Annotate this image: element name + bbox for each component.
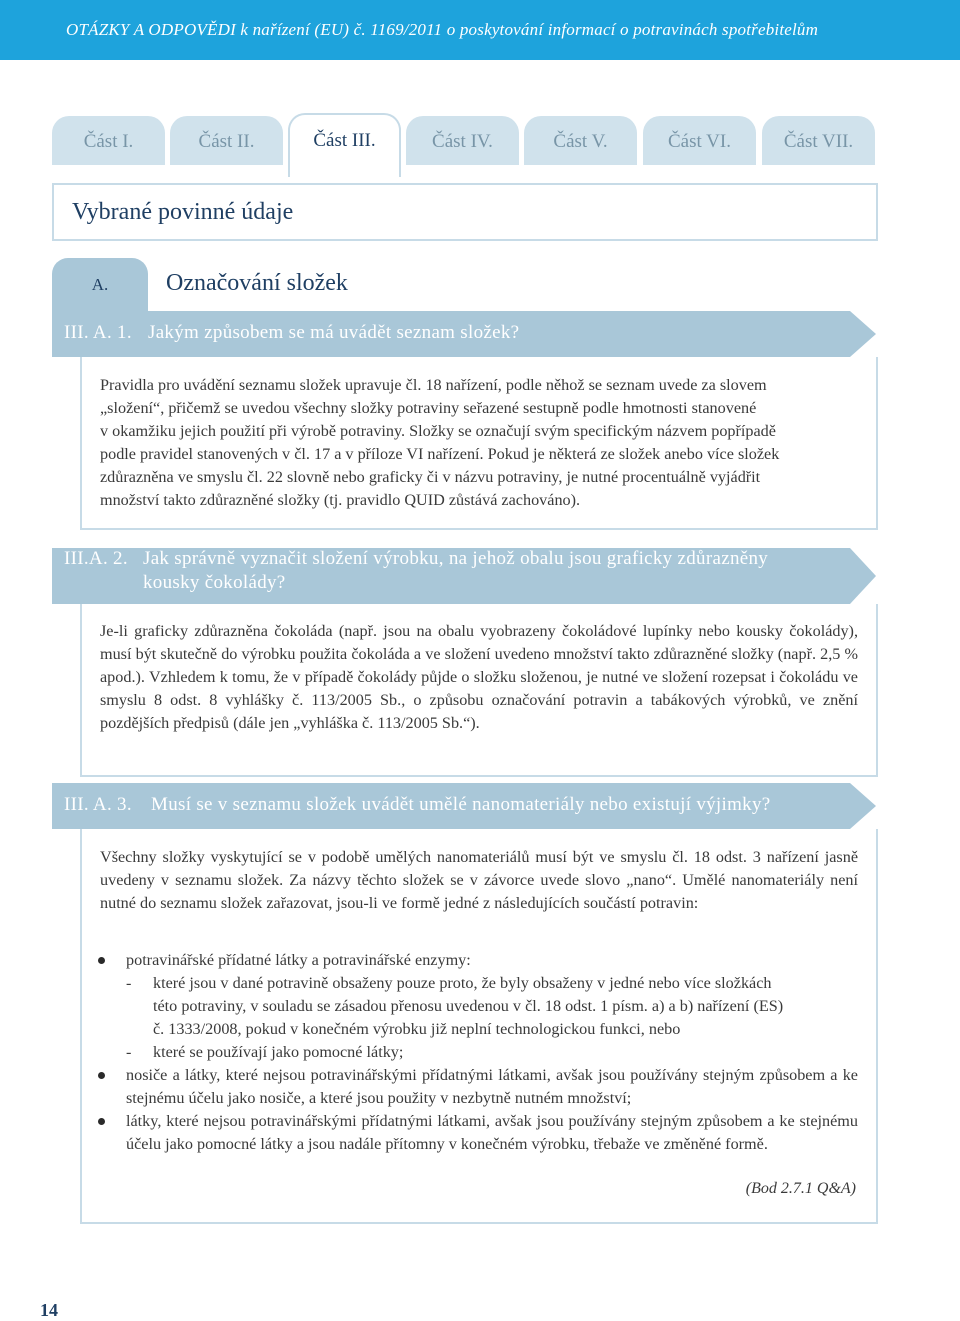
list-item-text: látky, které nejsou potravinářskými přídatnými látkami, avšak jsou používány stejným způsobem a ke stejnému účelu jako pomocné látky a jsou nadále přítomny v konečném výrobku, třebaže ve změněné formě. [126,1112,858,1153]
answer-2: Je-li graficky zdůrazněna čokoláda (např. jsou na obalu vyobrazeny čokoládové lupínky nebo kousky čokolády), musí být skutečně do výrobku použita čokoláda a ve složení uvedeno množství takto zdůrazněné složky (např. 2,5 % apod.). Vzhledem k tomu, že v případě čokolády půjde o složku složenou, je nutné ve složení rozepsat i čokoládu ve smyslu 8 odst. 8 vyhlášky č. 113/2005 Sb., o způsobu označování potravin a tabákových výrobků, ve znění pozdějších předpisů (dále jen „vyhláška č. 113/2005 Sb.“). [100,622,858,732]
answer-1-line: „složení“, přičemž se uvedou všechny složky potraviny seřazené sestupně podle hmotnosti stanovené [100,399,757,417]
dash-item [100,1041,858,1064]
page-number: 14 [40,1300,58,1320]
question-1-number: III. A. 1. [64,322,132,343]
tab-part-1[interactable]: Část I. [52,116,165,165]
question-2-text-line1: Jak správně vyznačit složení výrobku, na jehož obalu jsou graficky zdůrazněny [143,548,769,569]
list-item-text: nosiče a látky, které nejsou potravinářskými přídatnými látkami, avšak jsou používány stejným způsobem a ke stejnému účelu jako nosiče, a které jsou použity v nezbytně nutném množství; [126,1066,858,1107]
document-title: OTÁZKY A ODPOVĚDI k nařízení (EU) č. 1169/2011 o poskytování informací o potravinách spotřebitelům [66,20,819,39]
reference-note: (Bod 2.7.1 Q&A) [745,1180,856,1197]
section-title: Vybrané povinné údaje [72,199,294,225]
dash-item-text: které se používají jako pomocné látky; [153,1043,404,1061]
list-item [100,949,858,972]
dash-item [100,972,858,1041]
tab-part-4[interactable]: Část IV. [406,116,519,165]
dash-mark: - [126,1043,132,1061]
dash-item-line: č. 1333/2008, pokud v konečném výrobku již neplní technologickou funkci, nebo [153,1020,681,1038]
answer-1-line: zdůrazněna ve smyslu čl. 22 slovně nebo graficky či v názvu potraviny, je nutné procentuálně vyjádřit [100,468,761,486]
part-tabs [52,113,878,165]
tab-part-6[interactable]: Část VI. [643,116,756,165]
section-box [52,183,878,241]
tab-part-3[interactable]: Část III. [288,113,401,177]
dash-item-line: které jsou v dané potravině obsaženy pouze proto, že byly obsaženy v jedné nebo více složkách [153,974,772,992]
answer-1-line: Pravidla pro uvádění seznamu složek upravuje čl. 18 nařízení, podle něhož se seznam uvede za slovem [100,376,767,394]
tab-part-2[interactable]: Část II. [170,116,283,165]
question-3-text: Musí se v seznamu složek uvádět umělé nanomateriály nebo existují výjimky? [151,794,771,815]
answer-1-line: v okamžiku jejich použití při výrobě potraviny. Složky se označují svým specifickým názvem popřípadě [100,422,776,440]
tab-part-7[interactable]: Část VII. [762,116,875,165]
list-item-text: potravinářské přídatné látky a potravinářské enzymy: [126,951,471,969]
answer-3-intro: Všechny složky vyskytující se v podobě umělých nanomateriálů musí být ve smyslu čl. 18 odst. 3 nařízení jasně uvedeny v seznamu složek. Za názvy těchto složek se v závorce uvede slovo „nano“. Umělé nanomateriály není nutné do seznamu složek zařazovat, jsou-li ve formě jedné z následujících součástí potravin: [100,848,858,912]
question-bar-1 [52,311,878,357]
question-1-text: Jakým způsobem se má uvádět seznam složek? [148,322,520,343]
list-item [100,1110,858,1156]
bullet-dot [98,1072,105,1079]
question-bar-2 [52,548,878,604]
bullet-dot [98,1118,105,1125]
question-2-number: III.A. 2. [64,548,128,569]
page-header [0,0,960,60]
answer-1-line: množství takto zdůrazněné složky (tj. pravidlo QUID zůstává zachováno). [100,491,581,509]
list-item [100,1064,858,1110]
question-bar-3 [52,783,878,829]
tab-part-5[interactable]: Část V. [524,116,637,165]
answer-1-line: podle pravidel stanovených v čl. 17 a v příloze VI nařízení. Pokud je některá ze složek anebo více složek [100,445,780,463]
question-2-text-line2: kousky čokolády? [143,572,286,593]
question-3-number: III. A. 3. [64,794,132,815]
answer-1 [100,374,858,512]
subsection-tab[interactable]: A. [52,258,148,312]
dash-item-line: této potraviny, v souladu se zásadou přenosu uvedenou v čl. 18 odst. 1 písm. a) a b) nařízení (ES) [153,997,784,1015]
bullet-dot [98,957,105,964]
subsection-title: Označování složek [166,270,348,296]
dash-mark: - [126,974,132,992]
